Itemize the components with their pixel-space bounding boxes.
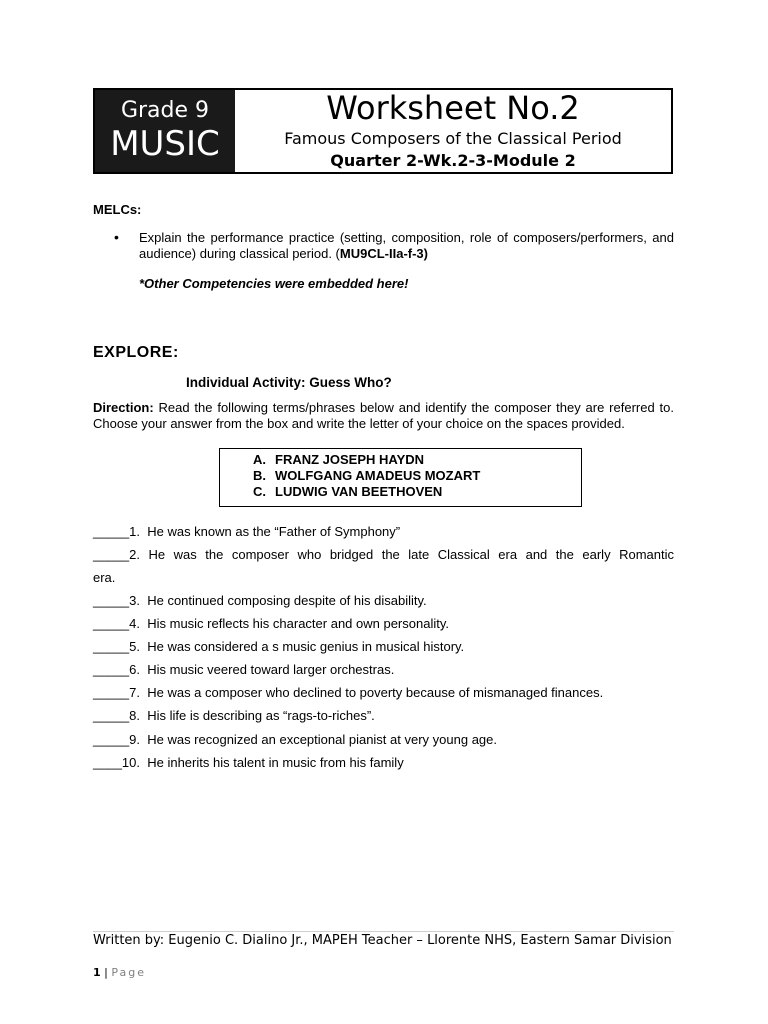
question-text: His music reflects his character and own personality. <box>140 616 449 631</box>
choice-name: FRANZ JOSEPH HAYDN <box>275 452 425 467</box>
choice-name: WOLFGANG AMADEUS MOZART <box>275 468 481 483</box>
worksheet-header <box>93 88 673 174</box>
question-item <box>93 616 449 631</box>
melcs-label: MELCs: <box>93 202 142 217</box>
worksheet-title: Worksheet No.2 <box>326 89 580 127</box>
grade-subject-block <box>95 90 235 172</box>
answer-choices-box <box>219 448 582 507</box>
page-number-value: 1 <box>93 966 101 979</box>
question-item <box>93 662 394 677</box>
grade-label: Grade 9 <box>120 98 210 123</box>
choice-name: LUDWIG VAN BEETHOVEN <box>275 484 443 499</box>
answer-blank[interactable]: _____8. <box>93 708 140 723</box>
question-item <box>93 524 400 539</box>
worksheet-module: Quarter 2-Wk.2-3-Module 2 <box>330 151 576 170</box>
page-separator: | <box>100 966 112 979</box>
subject-label: MUSIC <box>110 124 220 164</box>
worksheet-title-block <box>235 90 671 172</box>
answer-blank[interactable]: _____5. <box>93 639 140 654</box>
choice-letter: B. <box>253 468 266 483</box>
question-item <box>93 593 427 608</box>
choice-item <box>253 452 424 467</box>
question-item <box>93 708 375 723</box>
footer-divider <box>93 931 674 932</box>
answer-blank[interactable]: _____7. <box>93 685 140 700</box>
question-text: He was known as the “Father of Symphony” <box>140 524 401 539</box>
melc-code: MU9CL-IIa-f-3) <box>339 246 428 261</box>
embedded-note: *Other Competencies were embedded here! <box>139 276 409 291</box>
direction-text: Read the following terms/phrases below and identify the composer they are referred to. Choose your answer from the box and write the letter of your choice on the spaces provided. <box>93 400 674 431</box>
question-continuation: era. <box>93 570 116 585</box>
answer-blank[interactable]: _____9. <box>93 732 140 747</box>
page-number <box>93 966 146 979</box>
choice-item <box>253 484 442 499</box>
direction-label: Direction: <box>93 400 154 415</box>
activity-title: Individual Activity: Guess Who? <box>186 375 392 390</box>
answer-blank[interactable]: _____1. <box>93 524 140 539</box>
question-text: He was recognized an exceptional pianist at very young age. <box>140 732 497 747</box>
answer-blank[interactable]: _____2. <box>93 547 140 562</box>
question-text: He inherits his talent in music from his family <box>140 755 404 770</box>
answer-blank[interactable]: _____3. <box>93 593 140 608</box>
direction-paragraph <box>93 400 674 431</box>
choice-letter: A. <box>253 452 266 467</box>
melc-item <box>139 230 674 262</box>
melc-item-text: Explain the performance practice (setting, composition, role of composers/performers, and audience) during classical period. ( <box>139 230 674 261</box>
bullet-icon: • <box>114 229 119 245</box>
question-item <box>93 685 603 700</box>
question-text: His music veered toward larger orchestras. <box>140 662 395 677</box>
worksheet-subtitle: Famous Composers of the Classical Period <box>284 129 622 148</box>
explore-heading: EXPLORE: <box>93 344 179 361</box>
choice-letter: C. <box>253 484 266 499</box>
question-text: He was considered a s music genius in musical history. <box>140 639 465 654</box>
answer-blank[interactable]: _____4. <box>93 616 140 631</box>
question-item <box>93 732 497 747</box>
question-text: He was the composer who bridged the late Classical era and the early Romantic <box>140 547 674 562</box>
question-text: He was a composer who declined to poverty because of mismanaged finances. <box>140 685 604 700</box>
answer-blank[interactable]: _____6. <box>93 662 140 677</box>
question-item <box>93 547 674 562</box>
question-item <box>93 755 404 770</box>
footer-author: Written by: Eugenio C. Dialino Jr., MAPEH Teacher – Llorente NHS, Eastern Samar Division <box>93 933 672 948</box>
page-word: Page <box>111 966 146 979</box>
question-item <box>93 639 464 654</box>
choice-item <box>253 468 480 483</box>
question-text: His life is describing as “rags-to-riches”. <box>140 708 375 723</box>
answer-blank[interactable]: ____10. <box>93 755 140 770</box>
question-text: He continued composing despite of his disability. <box>140 593 427 608</box>
